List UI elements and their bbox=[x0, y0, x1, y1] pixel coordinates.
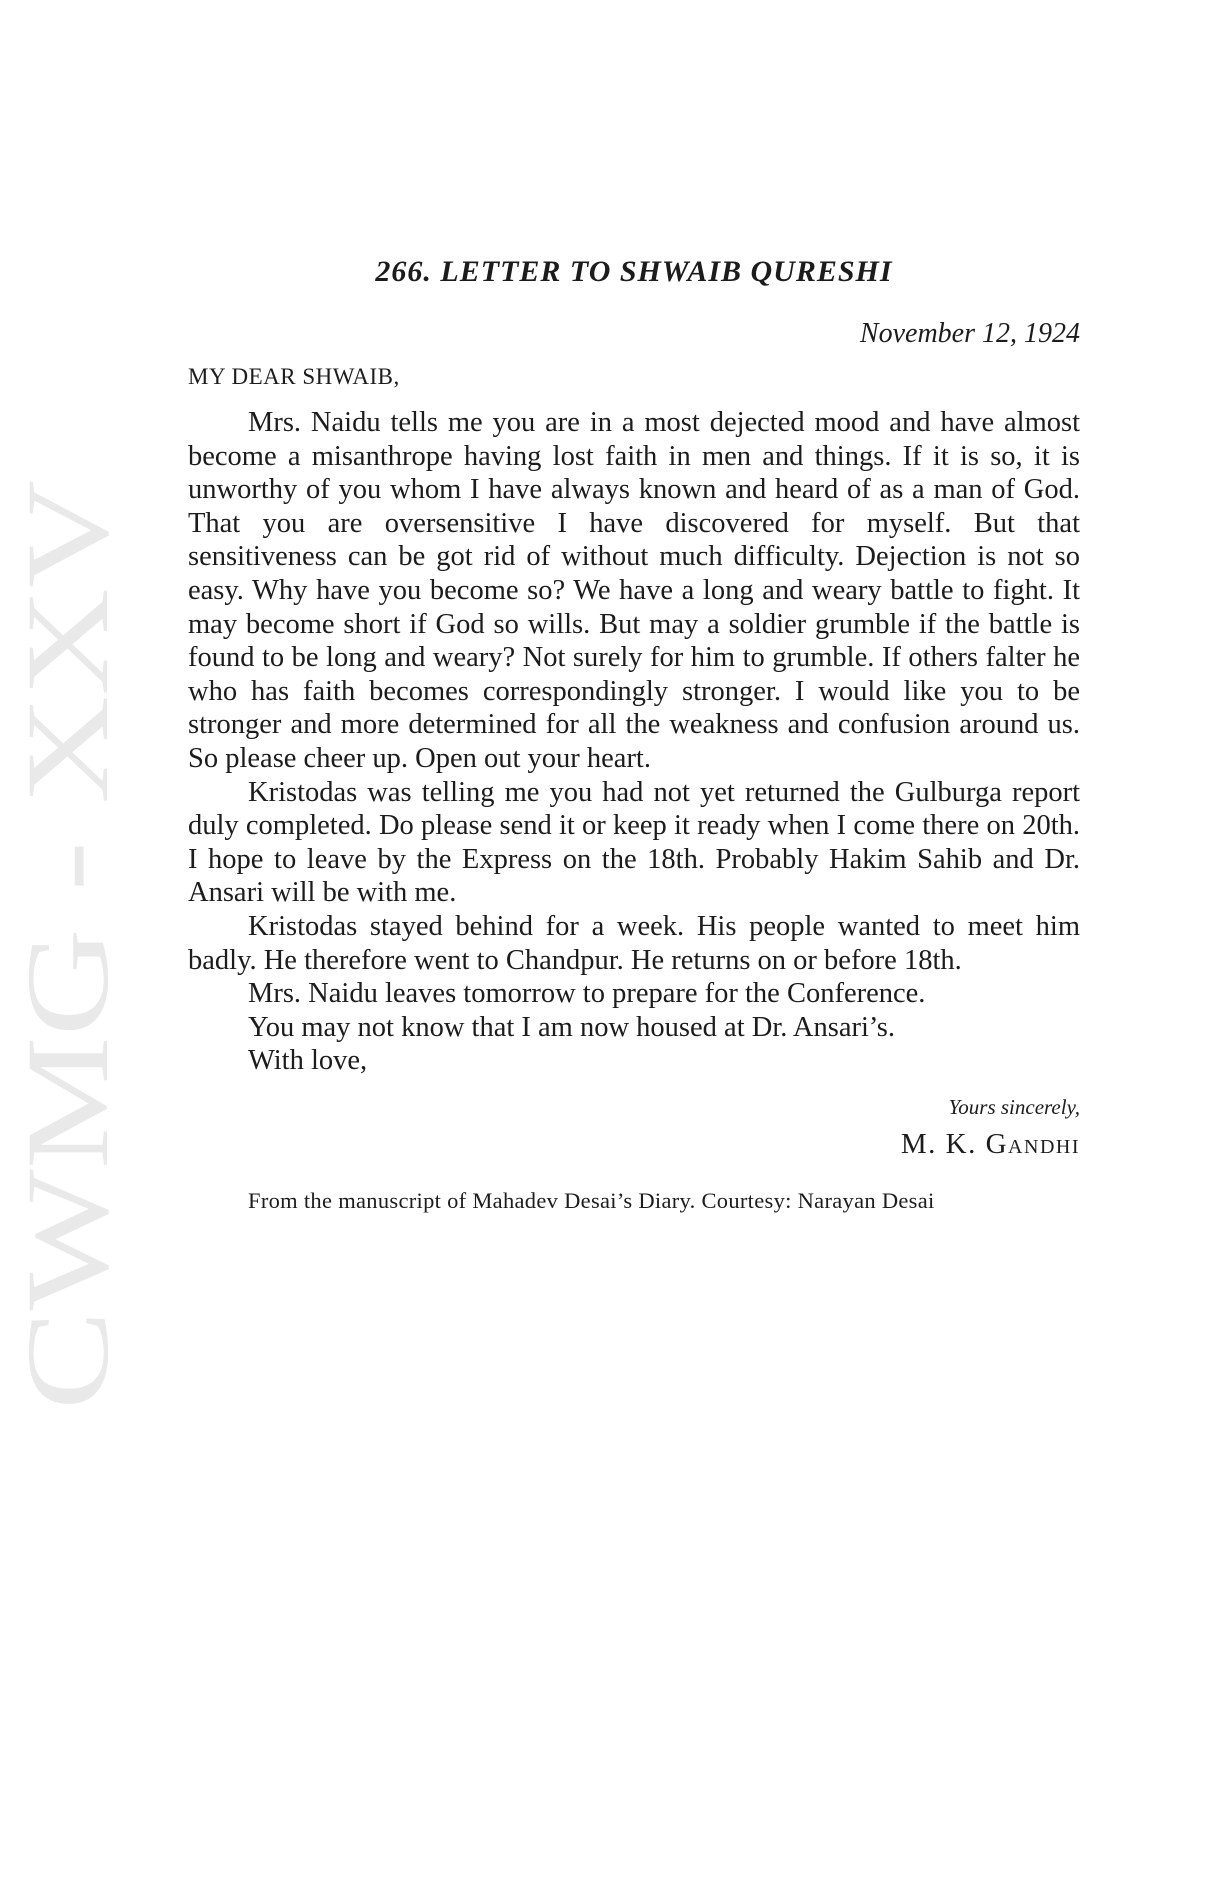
letter-heading: 266. LETTER TO SHWAIB QURESHI bbox=[375, 255, 893, 288]
body-paragraph-5: You may not know that I am now housed at Dr. Ansari’s. bbox=[248, 1011, 896, 1043]
signoff: Yours sincerely, bbox=[948, 1094, 1080, 1119]
closing-line: With love, bbox=[248, 1045, 368, 1077]
document-page bbox=[188, 250, 1080, 1217]
salutation: MY DEAR SHWAIB, bbox=[188, 364, 400, 389]
watermark-text: CWMG - XXV bbox=[2, 675, 133, 1410]
body-paragraph-1: Mrs. Naidu tells me you are in a most dejected mood and have almost become a misanthrope having lost faith in men and things. If it is so, it is unworthy of you whom I have always known and heard of as a man of God. That you are oversensitive I have discovered for myself. But that sensitiveness can be got rid of without much difficulty. Dejection is not so easy. Why have you become so? We have a long and weary battle to fight. It may become short if God so wills. But may a soldier grumble if the battle is found to be long and weary? Not surely for him to grumble. If others falter he who has faith becomes correspondingly stronger. I would like you to be stronger and more determined for all the weakness and confusion around us. So please cheer up. Open out your heart. bbox=[188, 407, 1080, 774]
body-paragraph-2: Kristodas was telling me you had not yet returned the Gulburga report duly completed. Do please send it or keep it ready when I come there on 20th. I hope to leave by the Express on the 18th. Probably Hakim Sahib and Dr. Ansari will be with me. bbox=[188, 776, 1080, 909]
source-note: From the manuscript of Mahadev Desai’s Diary. Courtesy: Narayan Desai bbox=[248, 1187, 935, 1213]
letter-date: November 12, 1924 bbox=[859, 318, 1080, 349]
body-paragraph-4: Mrs. Naidu leaves tomorrow to prepare for the Conference. bbox=[248, 978, 926, 1010]
body-paragraph-3: Kristodas stayed behind for a week. His people wanted to meet him badly. He therefore went to Chandpur. He returns on or before 18th. bbox=[188, 910, 1080, 976]
signature: M. K. Gandhi bbox=[900, 1127, 1080, 1160]
